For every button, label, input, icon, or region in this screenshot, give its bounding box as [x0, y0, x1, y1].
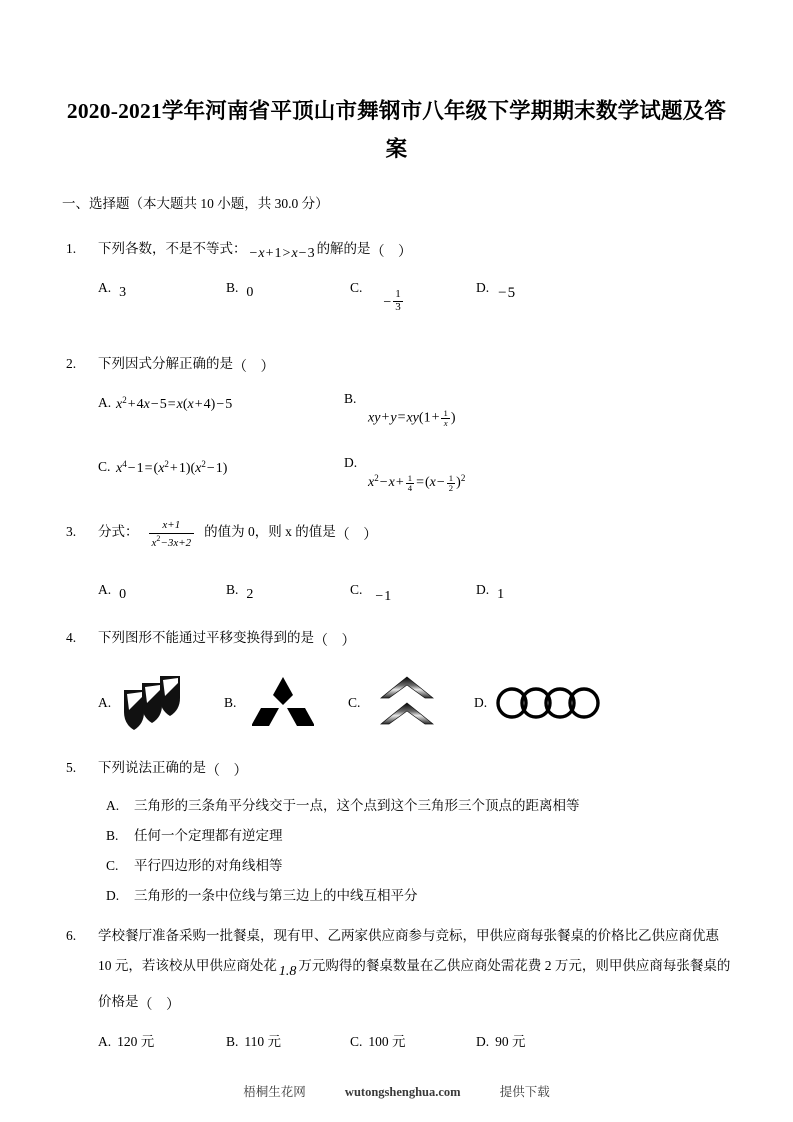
question-number: 1. — [66, 241, 77, 256]
option-value: 三角形的三条角平分线交于一点，这个点到这个三角形三个顶点的距离相等 — [134, 798, 580, 813]
option-a[interactable] — [98, 791, 731, 821]
stem-text: 下列图形不能通过平移变换得到的是 — [98, 630, 314, 645]
option-value: $x^2+4x-5=x(x+4)-5$ — [116, 395, 233, 412]
option-label: D. — [474, 695, 488, 710]
stem-text: 下列各数，不是不等式： — [98, 241, 247, 256]
option-value: xy+y=xy(1+ $\frac{1}{x}$ ) — [368, 408, 456, 429]
option-a[interactable] — [98, 667, 197, 739]
fraction-numerator: x+1 — [162, 519, 181, 532]
stem-text-2: 万元购得的餐桌数量在乙供应商处需花费 2 万元，则甲供应商每张餐桌的价格是 — [98, 958, 731, 1009]
option-c[interactable] — [98, 851, 731, 881]
option-b[interactable] — [226, 1029, 281, 1055]
answer-paren: （ ） — [370, 245, 418, 260]
option-label: B. — [226, 280, 239, 295]
section-header: 一、选择题（本大题共 10 小题，共 30.0 分） — [62, 196, 329, 211]
option-value: $x^4-1=(x^2+1)(x^2-1)$ — [116, 459, 228, 476]
option-label: D. — [106, 888, 120, 903]
question-5 — [62, 753, 731, 787]
rational-expression — [147, 519, 197, 551]
option-label: A. — [98, 395, 112, 410]
footer-note: 提供下载 — [499, 1085, 550, 1099]
option-label: C. — [98, 459, 111, 474]
option-label: C. — [350, 280, 363, 295]
option-d[interactable] — [476, 1029, 526, 1055]
option-c[interactable] — [350, 275, 406, 316]
option-a[interactable] — [98, 275, 128, 306]
option-label: C. — [350, 1034, 363, 1049]
answer-paren: （ ） — [314, 634, 361, 649]
option-value: −5 — [498, 285, 516, 301]
option-label: D. — [476, 582, 490, 597]
option-label: C. — [350, 582, 363, 597]
option-label: A. — [98, 1034, 112, 1049]
question-number: 3. — [66, 524, 77, 539]
option-value: 0 — [246, 285, 254, 300]
question-stem — [98, 241, 418, 261]
inequality-formula: −x+1>x−3 — [249, 246, 315, 261]
buick-logo-icon — [119, 672, 197, 734]
option-value: − $\frac{1}{3}$ — [383, 288, 401, 313]
option-b[interactable] — [226, 275, 255, 306]
option-c[interactable] — [350, 577, 393, 610]
footer-site-name: 梧桐生花网 — [243, 1085, 306, 1099]
option-b[interactable] — [224, 667, 322, 739]
option-d[interactable] — [344, 455, 467, 493]
option-label: A. — [98, 280, 112, 295]
answer-paren: （ ） — [206, 764, 253, 779]
option-label: B. — [226, 1034, 239, 1049]
option-value: 2 — [246, 587, 254, 602]
option-value: 三角形的一条中位线与第三边上的中线互相平分 — [134, 888, 418, 903]
question-3 — [62, 517, 731, 551]
question-number: 6. — [66, 928, 77, 943]
stem-text: 下列说法正确的是 — [98, 760, 206, 775]
question-2-options — [62, 391, 731, 511]
option-label: D. — [476, 1034, 490, 1049]
question-6 — [62, 921, 731, 1021]
option-value: 平行四边形的对角线相等 — [134, 858, 283, 873]
question-1-options — [62, 275, 731, 327]
mitsubishi-logo-icon — [244, 672, 322, 734]
stem-text: 下列因式分解正确的是 — [98, 356, 233, 371]
inline-value: 1.8 — [278, 964, 297, 979]
option-label: A. — [106, 798, 120, 813]
question-3-options — [62, 577, 731, 607]
page-title: 2020-2021学年河南省平顶山市舞钢市八年级下学期期末数学试题及答案 — [66, 99, 727, 161]
option-a[interactable] — [98, 395, 234, 413]
option-b[interactable] — [226, 577, 255, 608]
option-c[interactable] — [98, 459, 229, 477]
option-b[interactable] — [344, 391, 458, 428]
question-1 — [62, 234, 731, 269]
option-a[interactable] — [98, 1029, 154, 1055]
question-stem — [98, 519, 383, 549]
question-stem — [98, 760, 253, 779]
question-number: 5. — [66, 760, 77, 775]
option-label: C. — [106, 858, 119, 873]
option-d[interactable] — [476, 577, 506, 608]
option-b[interactable] — [98, 821, 731, 851]
option-label: B. — [344, 391, 357, 406]
question-4-options — [62, 667, 731, 739]
audi-logo-icon — [495, 672, 601, 734]
option-label: C. — [348, 695, 361, 710]
option-c[interactable] — [348, 667, 446, 739]
stem-text-after: 的值为 0，则 x 的值是 — [204, 524, 336, 539]
option-value: 任何一个定理都有逆定理 — [134, 828, 283, 843]
option-value: 110 元 — [244, 1034, 282, 1049]
question-stem — [98, 928, 731, 1013]
option-label: A. — [98, 695, 112, 710]
option-c[interactable] — [350, 1029, 406, 1055]
question-number: 4. — [66, 630, 77, 645]
option-d[interactable] — [476, 275, 517, 306]
option-value: 0 — [119, 587, 127, 602]
option-d[interactable] — [474, 667, 601, 739]
option-label: B. — [224, 695, 237, 710]
option-value: 120 元 — [117, 1034, 155, 1049]
option-value: 100 元 — [368, 1034, 406, 1049]
answer-paren: （ ） — [138, 998, 185, 1013]
question-4 — [62, 623, 731, 657]
option-label: A. — [98, 582, 112, 597]
answer-paren: （ ） — [233, 360, 280, 375]
stem-text: 学校餐厅准备采购一批餐桌，现有甲、乙两家供应商参与竞标，甲供应商每张餐桌的价格比乙供应商优惠 10 元，若该校从甲供应商处花 — [98, 928, 719, 973]
option-label: D. — [476, 280, 490, 295]
question-number: 2. — [66, 356, 77, 371]
option-a[interactable] — [98, 577, 128, 608]
footer-site-url: wutongshenghua.com — [344, 1085, 461, 1099]
question-2 — [62, 349, 731, 383]
fraction-denominator: $x^2-3x+2$ — [149, 533, 195, 551]
option-label: B. — [226, 582, 239, 597]
question-6-options — [62, 1029, 731, 1059]
question-stem — [98, 630, 361, 649]
option-value: 90 元 — [495, 1034, 526, 1049]
question-stem — [98, 356, 280, 375]
option-value: $x^2-x+$ $\frac{1}{4}$ =(x− $\frac{1}{2}$ )$^2$ — [368, 472, 466, 493]
option-label: B. — [106, 828, 119, 843]
option-label: D. — [344, 455, 358, 470]
stem-text: 分式： — [98, 524, 139, 539]
stem-text-after: 的解的是 — [316, 241, 371, 256]
option-value: 1 — [497, 587, 505, 602]
option-value: −1 — [375, 589, 392, 604]
option-d[interactable] — [98, 881, 731, 911]
question-5-options — [62, 791, 731, 911]
option-value: 3 — [119, 285, 127, 300]
answer-paren: （ ） — [335, 528, 383, 543]
page-footer — [0, 1082, 793, 1100]
citroen-logo-icon — [368, 672, 446, 734]
